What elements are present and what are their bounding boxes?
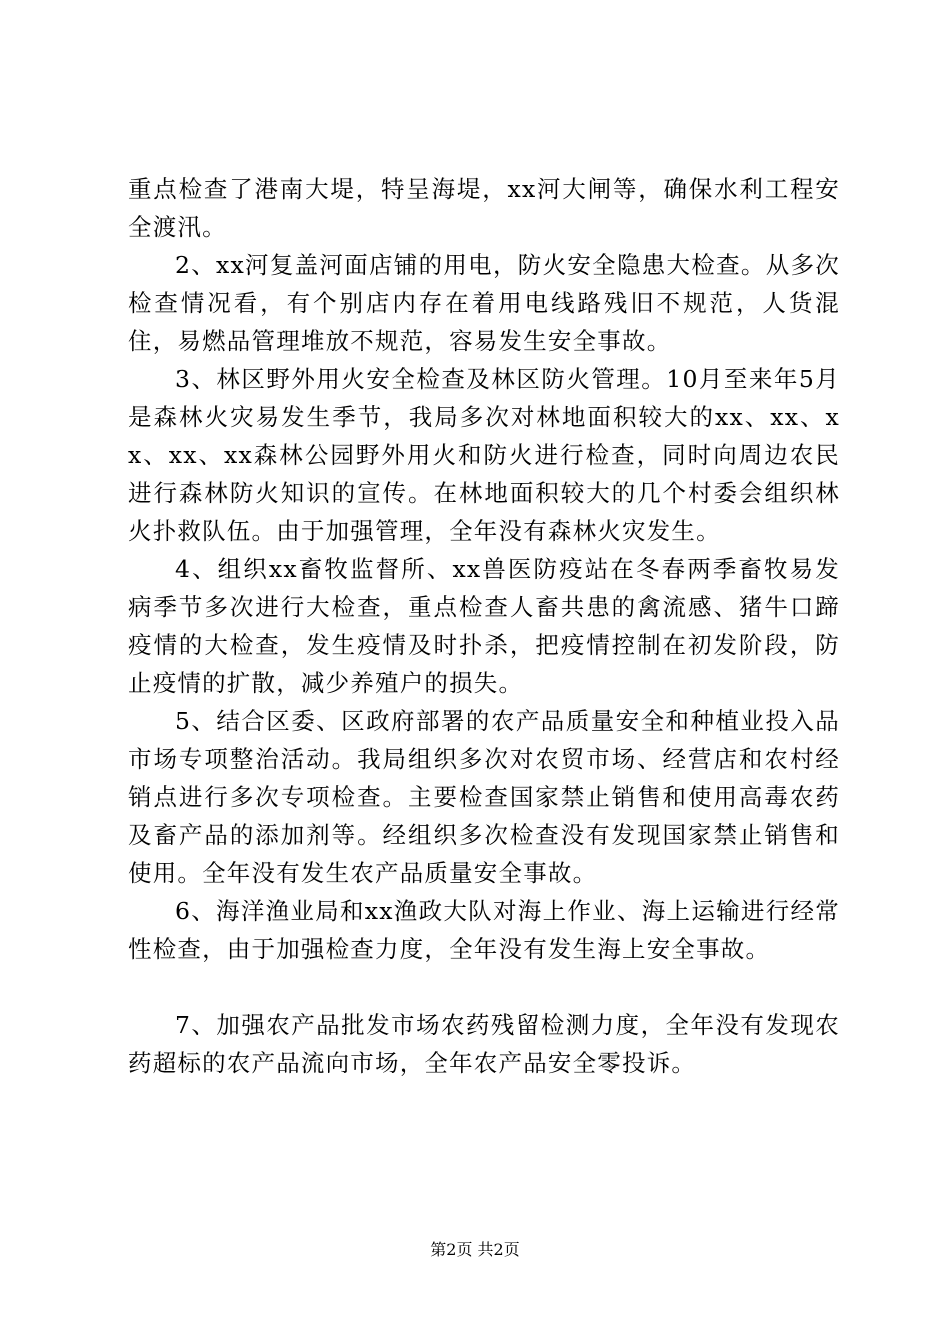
paragraph-item-3: 3、林区野外用火安全检查及林区防火管理。10月至来年5月是森林火灾易发生季节，我局多次对林地面积较大的xx、xx、xx、xx、xx森林公园野外用火和防火进行检查，同时向周边农民进行森林防火知识的宣传。在林地面积较大的几个村委会组织林火扑救队伍。由于加强管理，全年没有森林火灾发生。 [128,365,840,545]
page-number-footer: 第2页 共2页 [430,1240,520,1259]
paragraph-item-7: 7、加强农产品批发市场农药残留检测力度，全年没有发现农药超标的农产品流向市场，全年农产品安全零投诉。 [128,1011,840,1077]
paragraph-continuation: 重点检查了港南大堤，特呈海堤，xx河大闸等，确保水利工程安全渡汛。 [128,175,840,241]
paragraph-item-5: 5、结合区委、区政府部署的农产品质量安全和种植业投入品市场专项整治活动。我局组织多次对农贸市场、经营店和农村经销点进行多次专项检查。主要检查国家禁止销售和使用高毒农药及畜产品的添加剂等。经组织多次检查没有发现国家禁止销售和使用。全年没有发生农产品质量安全事故。 [128,707,840,887]
paragraph-item-4: 4、组织xx畜牧监督所、xx兽医防疫站在冬春两季畜牧易发病季节多次进行大检查，重点检查人畜共患的禽流感、猪牛口蹄疫情的大检查，发生疫情及时扑杀，把疫情控制在初发阶段，防止疫情的扩散，减少养殖户的损失。 [128,555,840,697]
paragraph-item-6: 6、海洋渔业局和xx渔政大队对海上作业、海上运输进行经常性检查，由于加强检查力度，全年没有发生海上安全事故。 [128,897,840,963]
paragraph-item-2: 2、xx河复盖河面店铺的用电，防火安全隐患大检查。从多次检查情况看，有个别店内存在着用电线路残旧不规范，人货混住，易燃品管理堆放不规范，容易发生安全事故。 [128,251,840,355]
document-body [128,170,840,1082]
